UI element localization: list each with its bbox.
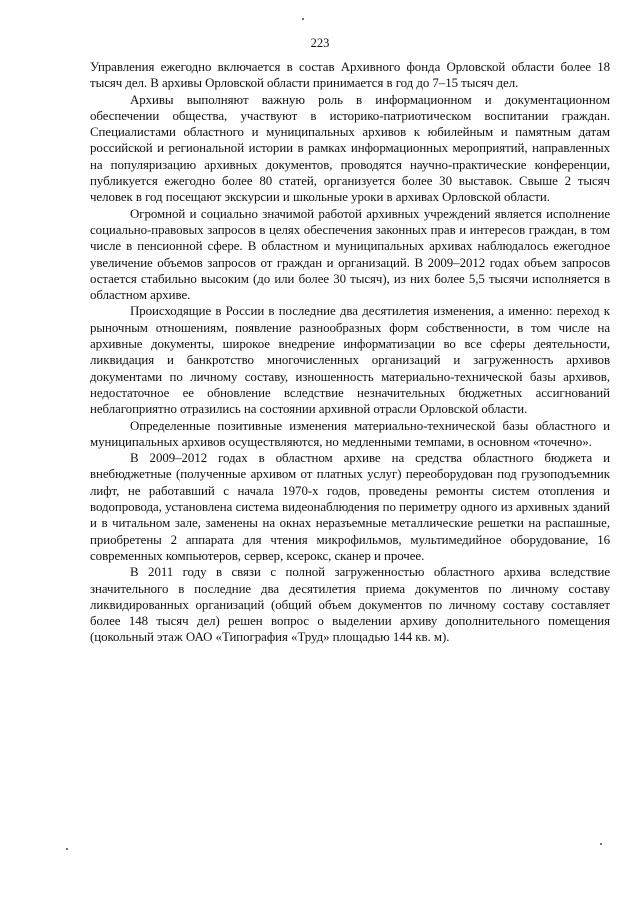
scan-speck bbox=[600, 843, 602, 845]
paragraph-6: В 2009–2012 годах в областном архиве на средства областного бюджета и внебюджетные (полученные архивом от платных услуг) переоборудован под грузоподъемник лифт, не работавший с начала 1970-х годов, проведены ремонты систем отопления и водопровода, установлена система видеонаблюдения по периметру одного из архивных зданий и в читальном зале, заменены на окнах неразъемные металлические решетки на распашные, приобретены 2 аппарата для чтения микрофильмов, мультимедийное оборудование, 16 современных компьютеров, сервер, ксерокс, сканер и прочее. bbox=[90, 451, 610, 563]
page-number: 223 bbox=[310, 36, 330, 50]
scan-speck bbox=[66, 848, 68, 850]
paragraph-7: В 2011 году в связи с полной загруженностью областного архива вследствие значительного в последние два десятилетия приема документов по личному составу ликвидированных организаций (общий объем документов по личному составу составляет более 148 тысяч дел) решен вопрос о выделении архиву дополнительного помещения (цокольный этаж ОАО «Типография «Труд» площадью 144 кв. м). bbox=[90, 565, 610, 645]
paragraph-5: Определенные позитивные изменения материально-технической базы областного и муниципальных архивов осуществляются, но медленными темпами, в основном «точечно». bbox=[90, 418, 610, 449]
paragraph-4: Происходящие в России в последние два десятилетия изменения, а именно: переход к рыночным отношениям, появление разнообразных форм собственности, в том числе на архивные документы, широкое внедрение информатизации во все сферы деятельности, ликвидация и банкротство многочисленных организаций и загруженность архивов документами по личному составу, изношенность материально-технической базы архивов, недостаточное ее обновление вследствие незначительных бюджетных ассигнований неблагоприятно отразились на состоянии архивной отрасли Орловской области. bbox=[90, 304, 610, 417]
body-text bbox=[90, 59, 610, 646]
paragraph-3: Огромной и социально значимой работой архивных учреждений является исполнение социально-правовых запросов в целях обеспечения законных прав и интересов граждан, в том числе в пенсионной сфере. В областном и муниципальных архивах наблюдалось ежегодное увеличение объемов запросов от граждан и организаций. В 2009–2012 годах объем запросов остается стабильно высоким (до или более 30 тысяч), из них более 5,5 тысячи исполняется в областном архиве. bbox=[90, 206, 610, 303]
paragraph-2: Архивы выполняют важную роль в информационном и документационном обеспечении общества, участвуют в историко-патриотическом воспитании граждан. Специалистами областного и муниципальных архивов к юбилейным и памятным датам российской и региональной истории в рамках информационных мероприятий, направленных на популяризацию архивных документов, проводятся научно-практические конференции, публикуется ежегодно более 80 статей, организуется более 30 выставок. Свыше 2 тысяч человек в год посещают экскурсии и школьные уроки в архивах Орловской области. bbox=[90, 92, 610, 205]
scan-speck bbox=[302, 18, 304, 20]
paragraph-1: Управления ежегодно включается в состав Архивного фонда Орловской области более 18 тысяч дел. В архивы Орловской области принимается в год до 7–15 тысяч дел. bbox=[90, 60, 610, 91]
